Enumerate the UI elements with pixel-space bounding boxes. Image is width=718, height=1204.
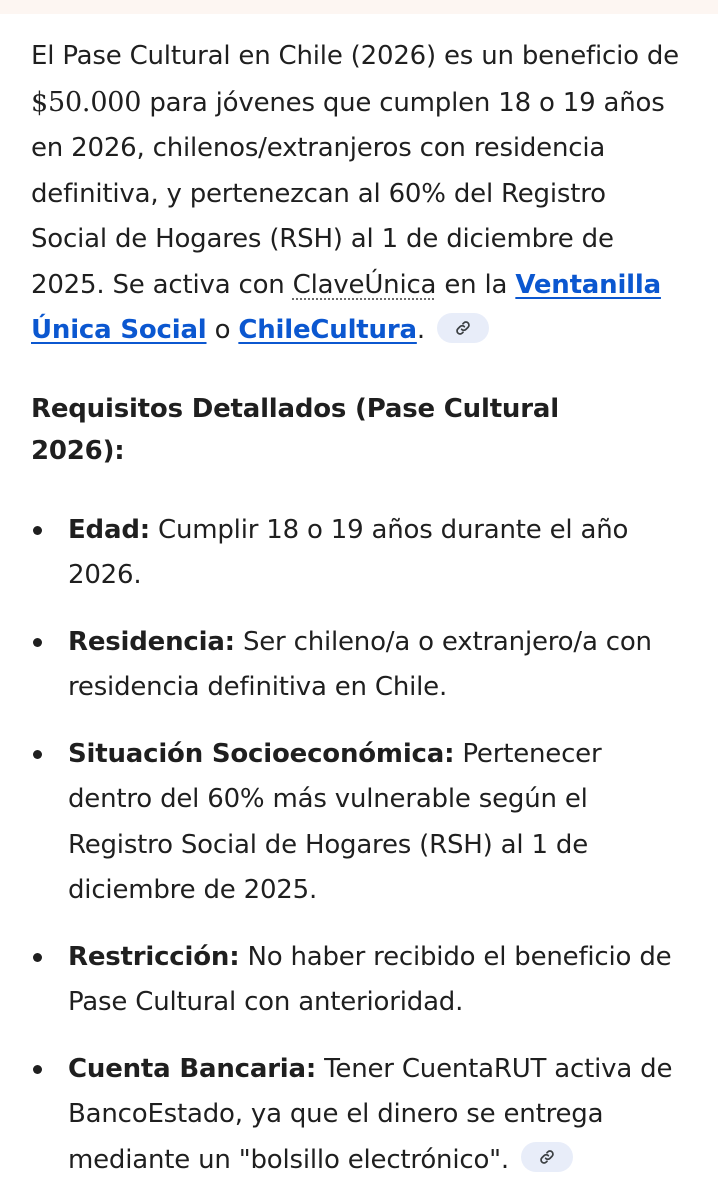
list-item	[31, 508, 686, 599]
requirements-list	[31, 508, 686, 1184]
list-item	[31, 1047, 686, 1184]
intro-amount: $50.000	[31, 86, 142, 118]
bullet	[33, 1065, 42, 1074]
requirements-heading: Requisitos Detallados (Pase Cultural 2026):	[31, 393, 559, 466]
requirement-text: Tener CuentaRUT activa de BancoEstado, ya que el dinero se entrega mediante un "bolsillo electrónico".	[68, 1053, 673, 1175]
intro-paragraph	[31, 34, 686, 354]
intro-text-3: en la	[436, 269, 516, 300]
source-link-chip[interactable]	[521, 1142, 573, 1172]
link-icon	[539, 1149, 555, 1165]
requirement-label: Restricción:	[68, 941, 240, 972]
top-strip	[0, 0, 718, 14]
clave-unica-term[interactable]: ClaveÚnica	[292, 269, 437, 300]
list-item	[31, 620, 686, 711]
requirement-text: Ser chileno/a o extranjero/a con residencia definitiva en Chile.	[68, 626, 652, 702]
answer-content	[31, 34, 686, 1204]
intro-text-4: o	[206, 315, 239, 345]
chilecultura-link[interactable]: ChileCultura	[238, 315, 417, 345]
requirement-label: Cuenta Bancaria:	[68, 1053, 317, 1084]
requirement-text: Cumplir 18 o 19 años durante el año 2026.	[68, 514, 629, 590]
bullet	[33, 526, 42, 535]
requirement-label: Edad:	[68, 514, 150, 545]
requirement-label: Situación Socioeconómica:	[68, 738, 455, 769]
ventanilla-unica-social-link[interactable]: Ventanilla Única Social	[31, 269, 661, 345]
list-item	[31, 935, 686, 1026]
requirement-text: Pertenecer dentro del 60% más vulnerable según el Registro Social de Hogares (RSH) al 1 de diciembre de 2025.	[68, 738, 602, 905]
list-item	[31, 732, 686, 914]
intro-text-5: .	[416, 315, 425, 345]
link-icon	[455, 320, 471, 336]
intro-text-1: El Pase Cultural en Chile (2026) es un beneficio de	[31, 41, 679, 71]
bullet	[33, 953, 42, 962]
source-link-chip[interactable]	[437, 313, 489, 343]
intro-text-2: para jóvenes que cumplen 18 o 19 años en 2026, chilenos/extranjeros con residencia definitiva, y pertenezcan al 60% del Registro Social de Hogares (RSH) al 1 de diciembre de 2025. Se activa con	[31, 87, 665, 300]
bullet	[33, 638, 42, 647]
requirement-text: No haber recibido el beneficio de Pase Cultural con anterioridad.	[68, 941, 672, 1017]
bullet	[33, 750, 42, 759]
requirement-label: Residencia:	[68, 626, 235, 657]
